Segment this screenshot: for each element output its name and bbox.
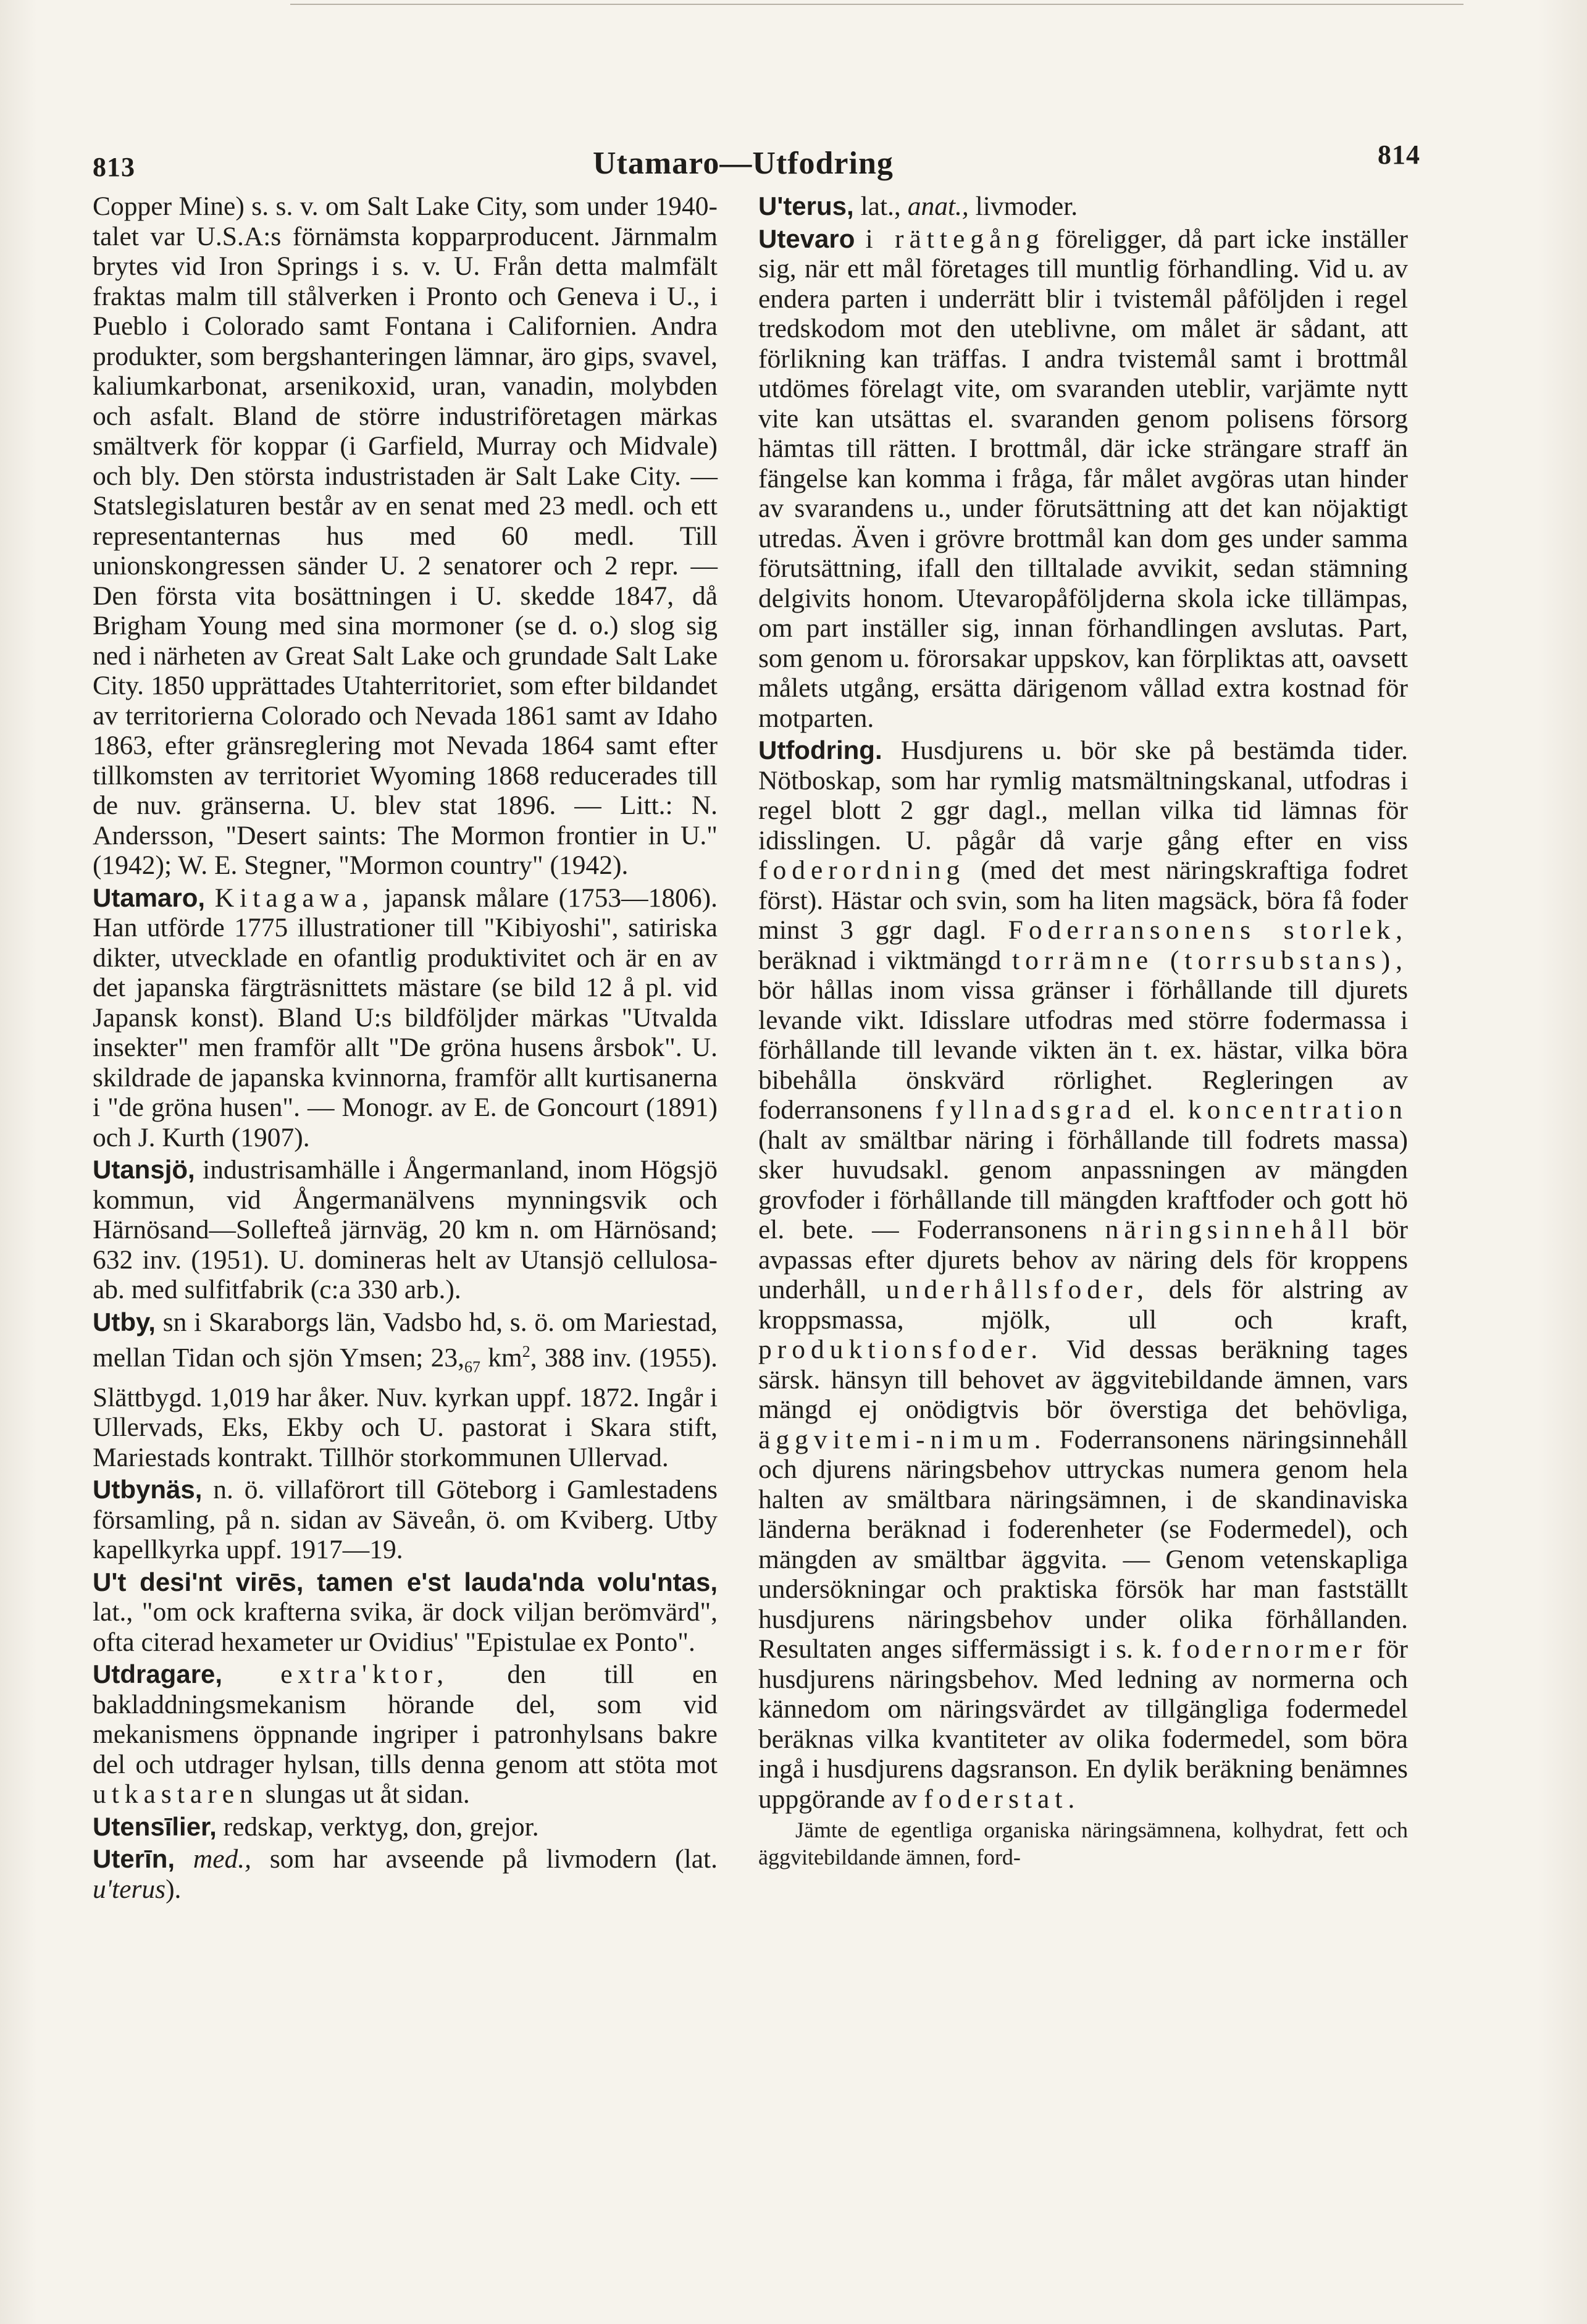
page-number-right: 814	[1378, 140, 1420, 170]
abbrev-anat: anat.,	[907, 191, 969, 221]
headword-uterus: U'terus,	[758, 191, 854, 220]
entry-text: som har avseende på livmodern (lat.	[269, 1844, 718, 1874]
entry-utfodring	[758, 736, 1408, 1814]
spaced-koncentration: koncentration	[1187, 1095, 1409, 1125]
running-title: Utamaro—Utfodring	[593, 146, 894, 181]
entry-utamaro	[93, 883, 718, 1153]
headword-utby: Utby,	[93, 1307, 156, 1336]
spaced-kitagawa: Kitagawa,	[214, 883, 375, 913]
entry-text: redskap, verktyg, don, grejor.	[223, 1811, 539, 1842]
spaced-foderordning: foderordning	[758, 855, 966, 885]
left-column	[93, 191, 718, 1907]
entry-text: el.	[1149, 1095, 1176, 1125]
entry-uterus	[758, 191, 1408, 222]
entry-utevaro	[758, 224, 1408, 734]
area-exponent: 2	[522, 1343, 530, 1361]
page-number-left: 813	[93, 152, 135, 182]
entry-text: lat.,	[860, 191, 901, 221]
headword-uterin: Uterīn,	[93, 1844, 175, 1874]
spaced-foderransonens-storlek: Foderransonens storlek,	[1008, 915, 1408, 945]
entry-utensilier	[93, 1812, 718, 1842]
entry-text: (med det mest näringskraftiga fodret först). Hästar och svin, som ha liten magsäck, böra få foder minst 3 ggr dagl.	[758, 855, 1409, 945]
utah-continuation: Copper Mine) s. s. v. om Salt Lake City, som under 1940-talet var U.S.A:s förnämsta kopparproducent. Järnmalm brytes vid Iron Springs i s. v. U. Från detta malmfält fraktas malm till stålverken i Pronto och Geneva i U., i Pueblo i Colorado samt Fontana i Californien. Andra produkter, som bergshanteringen lämnar, äro gips, svavel, kaliumkarbonat, arsenikoxid, uran, vanadin, molybden och asfalt. Bland de större industriföretagen märkas smältverk för koppar (i Garfield, Murray och Midvale) och bly. Den största industristaden är Salt Lake City. — Statslegislaturen består av en senat med 23 medl. och ett representanternas hus med 60 medl. Till unionskongressen sänder U. 2 senatorer och 2 repr. — Den första vita bosättningen i U. skedde 1847, då Brigham Young med sina mormoner (se d. o.) slog sig ned i närheten av Great Salt Lake och grundade Salt Lake City. 1850 upprättades Utahterritoriet, som efter bildandet av territorierna Colorado och Nevada 1861 samt av Idaho 1863, efter gränsreglering mot Nevada 1864 samt efter tillkomsten av territoriet Wyoming 1868 reducerades till de nuv. gränserna. U. blev stat 1896. — Litt.: N. Andersson, "Desert saints: The Mormon frontier in U." (1942); W. E. Stegner, "Mormon country" (1942).	[93, 191, 718, 880]
top-rule	[290, 4, 1463, 5]
entry-text: slungas ut åt sidan.	[265, 1779, 470, 1810]
spaced-utkastaren: utkastaren	[93, 1779, 259, 1810]
spaced-underhallsfoder: underhållsfoder,	[886, 1275, 1149, 1304]
entry-text: Vid dessas beräkning tages särsk. hänsyn till behovet av äggvitebildande ämnen, vars mängd ej onödigtvis bör överstiga det behövliga,	[758, 1335, 1408, 1424]
headword-utfodring: Utfodring.	[758, 736, 882, 765]
spaced-torramne: torrämne (torrsubstans),	[1012, 945, 1409, 975]
entry-text: bör avpassas efter djurets behov av näring dels för kroppens underhåll,	[758, 1215, 1409, 1304]
entry-text: bör hållas inom vissa gränser i förhållande till djurets levande vikt. Idisslare utfodras med större fodermassa i förhållande till levande vikten än t. ex. hästar, vilka böra bibehålla önskvärd rörlighet. Regleringen av foderransonens	[758, 975, 1408, 1125]
entry-utby	[93, 1307, 718, 1473]
entry-text: för husdjurens näringsbehov. Med ledning av normerna och kännedom om näringsvärdet av tillgängliga fodermedel beräknas vilka kvantiteter av olika fodermedel, som böra ingå i husdjurens dagsranson. En dylik beräkning benämnes uppgörande av	[758, 1634, 1408, 1814]
entry-text: , 388 inv. (1955). Slättbygd. 1,019 har åker. Nuv. kyrkan uppf. 1872. Ingår i Ullervads, Eks, Ekby och U. pastorat i Skara stift, Mariestads kontrakt. Tillhör storkommunen Ullervad.	[93, 1343, 718, 1472]
entry-text: ).	[165, 1874, 182, 1904]
entry-ut-desint	[93, 1567, 718, 1658]
spaced-extraktor: extra'ktor,	[280, 1659, 450, 1690]
entry-text: Foderransonens näringsinnehåll och djurens näringsbehov uttryckas numera genom hela halten av smältbara näringsämnen, i de skandinaviska länderna beräknad i foderenheter (se Fodermedel), och mängden av smältbar äggvita. — Genom vetenskapliga undersökningar och praktiska försök har man fastställt husdjurens näringsbehov under olika förhållanden. Resultaten anges siffermässigt i s. k.	[758, 1424, 1409, 1664]
entry-text: livmoder.	[975, 191, 1078, 221]
headword-utevaro: Utevaro	[758, 224, 855, 253]
spaced-i-rattegang: i rättegång	[865, 224, 1045, 254]
entry-text: den till en bakladdningsmekanism hörande del, som vid mekanismens öppnande ingriper i patronhylsans bakre del och utdrager hylsan, tills denna genom att stöta mot	[93, 1659, 718, 1779]
abbrev-med: med.,	[193, 1844, 252, 1874]
area-decimal: 67	[464, 1358, 480, 1377]
page-header	[93, 139, 1420, 195]
entry-text: beräknad i viktmängd	[758, 945, 1002, 975]
entry-text: n. ö. villaförort till Göteborg i Gamlestadens församling, på n. sidan av Säveån, ö. om Kviberg. Utby kapellkyrka uppf. 1917—19.	[93, 1475, 718, 1565]
headword-utdragare: Utdragare,	[93, 1659, 223, 1689]
entry-text: Husdjurens u. bör ske på bestämda tider. Nötboskap, som har rymlig matsmältningskanal, utfodras i regel blott 2 ggr dagl., mellan vilka tid lämnas för idisslingen. U. pågår då varje gång efter en viss	[758, 736, 1409, 855]
entry-text: km	[480, 1343, 522, 1373]
entry-text: dels för alstring av kroppsmassa, mjölk, ull och kraft,	[758, 1275, 1409, 1335]
small-print-paragraph: Jämte de egentliga organiska näringsämnena, kolhydrat, fett och äggvitebildande ämnen, ford-	[758, 1818, 1408, 1869]
headword-utansjo: Utansjö,	[93, 1155, 195, 1184]
right-column	[758, 191, 1408, 1871]
entry-text: (halt av smältbar näring i förhållande till fodrets massa) sker huvudsakl. genom anpassningen av mängden grovfoder i förhållande till mängden kraftfoder och gott hö el. bete. — Foderransonens	[758, 1125, 1408, 1244]
spaced-fyllnadsgrad: fyllnadsgrad	[935, 1095, 1136, 1125]
entry-uterin	[93, 1844, 718, 1904]
entry-utdragare	[93, 1659, 718, 1810]
headword-utensilier: Utensīlier,	[93, 1811, 217, 1841]
entry-utansjo	[93, 1155, 718, 1305]
entry-text: lat., "om ock krafterna svika, är dock viljan berömvärd", ofta citerad hexameter ur Ovidius' "Epistulae ex Ponto".	[93, 1597, 718, 1657]
spaced-naringsinnehall: näringsinnehåll	[1105, 1215, 1354, 1244]
spaced-foderstat: foderstat.	[924, 1784, 1081, 1814]
entry-text: sn i Skaraborgs län, Vadsbo hd, s. ö. om Mariestad, mellan Tidan och sjön Ymsen; 23,	[93, 1307, 718, 1373]
entry-text: japansk målare (1753—1806). Han utförde 1775 illustrationer till "Kibiyoshi", satiriska dikter, utvecklade en ofantlig produktivitet och är en av det japanska färgträsnittets mästare (se bild 12 å pl. vid Japansk konst). Bland U:s bildföljder märkas "Utvalda insekter" men framför allt "De gröna husens årsbok". U. skildrade de japanska kvinnorna, framför allt kurtisanerna i "de gröna husen". — Monogr. av E. de Goncourt (1891) och J. Kurth (1907).	[93, 883, 718, 1152]
spaced-produktionsfoder: produktionsfoder.	[758, 1335, 1044, 1364]
latin-uterus: u'terus	[93, 1874, 166, 1904]
spaced-fodernormer: fodernormer	[1171, 1634, 1368, 1664]
headword-utamaro: Utamaro,	[93, 883, 206, 912]
headword-utbynas: Utbynäs,	[93, 1475, 203, 1504]
entry-utbynas	[93, 1475, 718, 1565]
spaced-aggviteminimum: äggvitemi-nimum.	[758, 1424, 1047, 1454]
entry-text: industrisamhälle i Ångermanland, inom Högsjö kommun, vid Ångermanälvens mynningsvik och Härnösand—Sollefteå järnväg, 20 km n. om Härnösand; 632 inv. (1951). U. domineras helt av Utansjö cellulosa-ab. med sulfitfabrik (c:a 330 arb.).	[93, 1155, 718, 1304]
headword-ut-desint: U't desi'nt virēs, tamen e'st lauda'nda volu'ntas,	[93, 1567, 718, 1596]
entry-text: föreligger, då part icke inställer sig, när ett mål företages till muntlig förhandling. Vid u. av endera parten i underrätt blir i tvistemål påföljden i regel tredskodom mot den uteblivne, om målet är sådant, att förlikning kan träffas. I andra tvistemål samt i brottmål utdömes förelagt vite, om svaranden uteblir, varjämte nytt vite kan utsättas el. svaranden genom polisens försorg hämtas till rätten. I brottmål, där icke strängare straff än fängelse kan komma i fråga, får målet avgöras utan hinder av svarandens u., under förutsättning att det kan nöjaktigt utredas. Även i grövre brottmål kan dom ges under samma förutsättning, ifall den tilltalade avvikit, sedan stämning delgivits honom. Utevaropåföljderna skola icke tillämpas, om part inställer sig, innan förhandlingen avslutas. Part, som genom u. förorsakar uppskov, kan förpliktas att, oavsett målets utgång, ersätta därigenom vållad extra kostnad för motparten.	[758, 224, 1409, 733]
